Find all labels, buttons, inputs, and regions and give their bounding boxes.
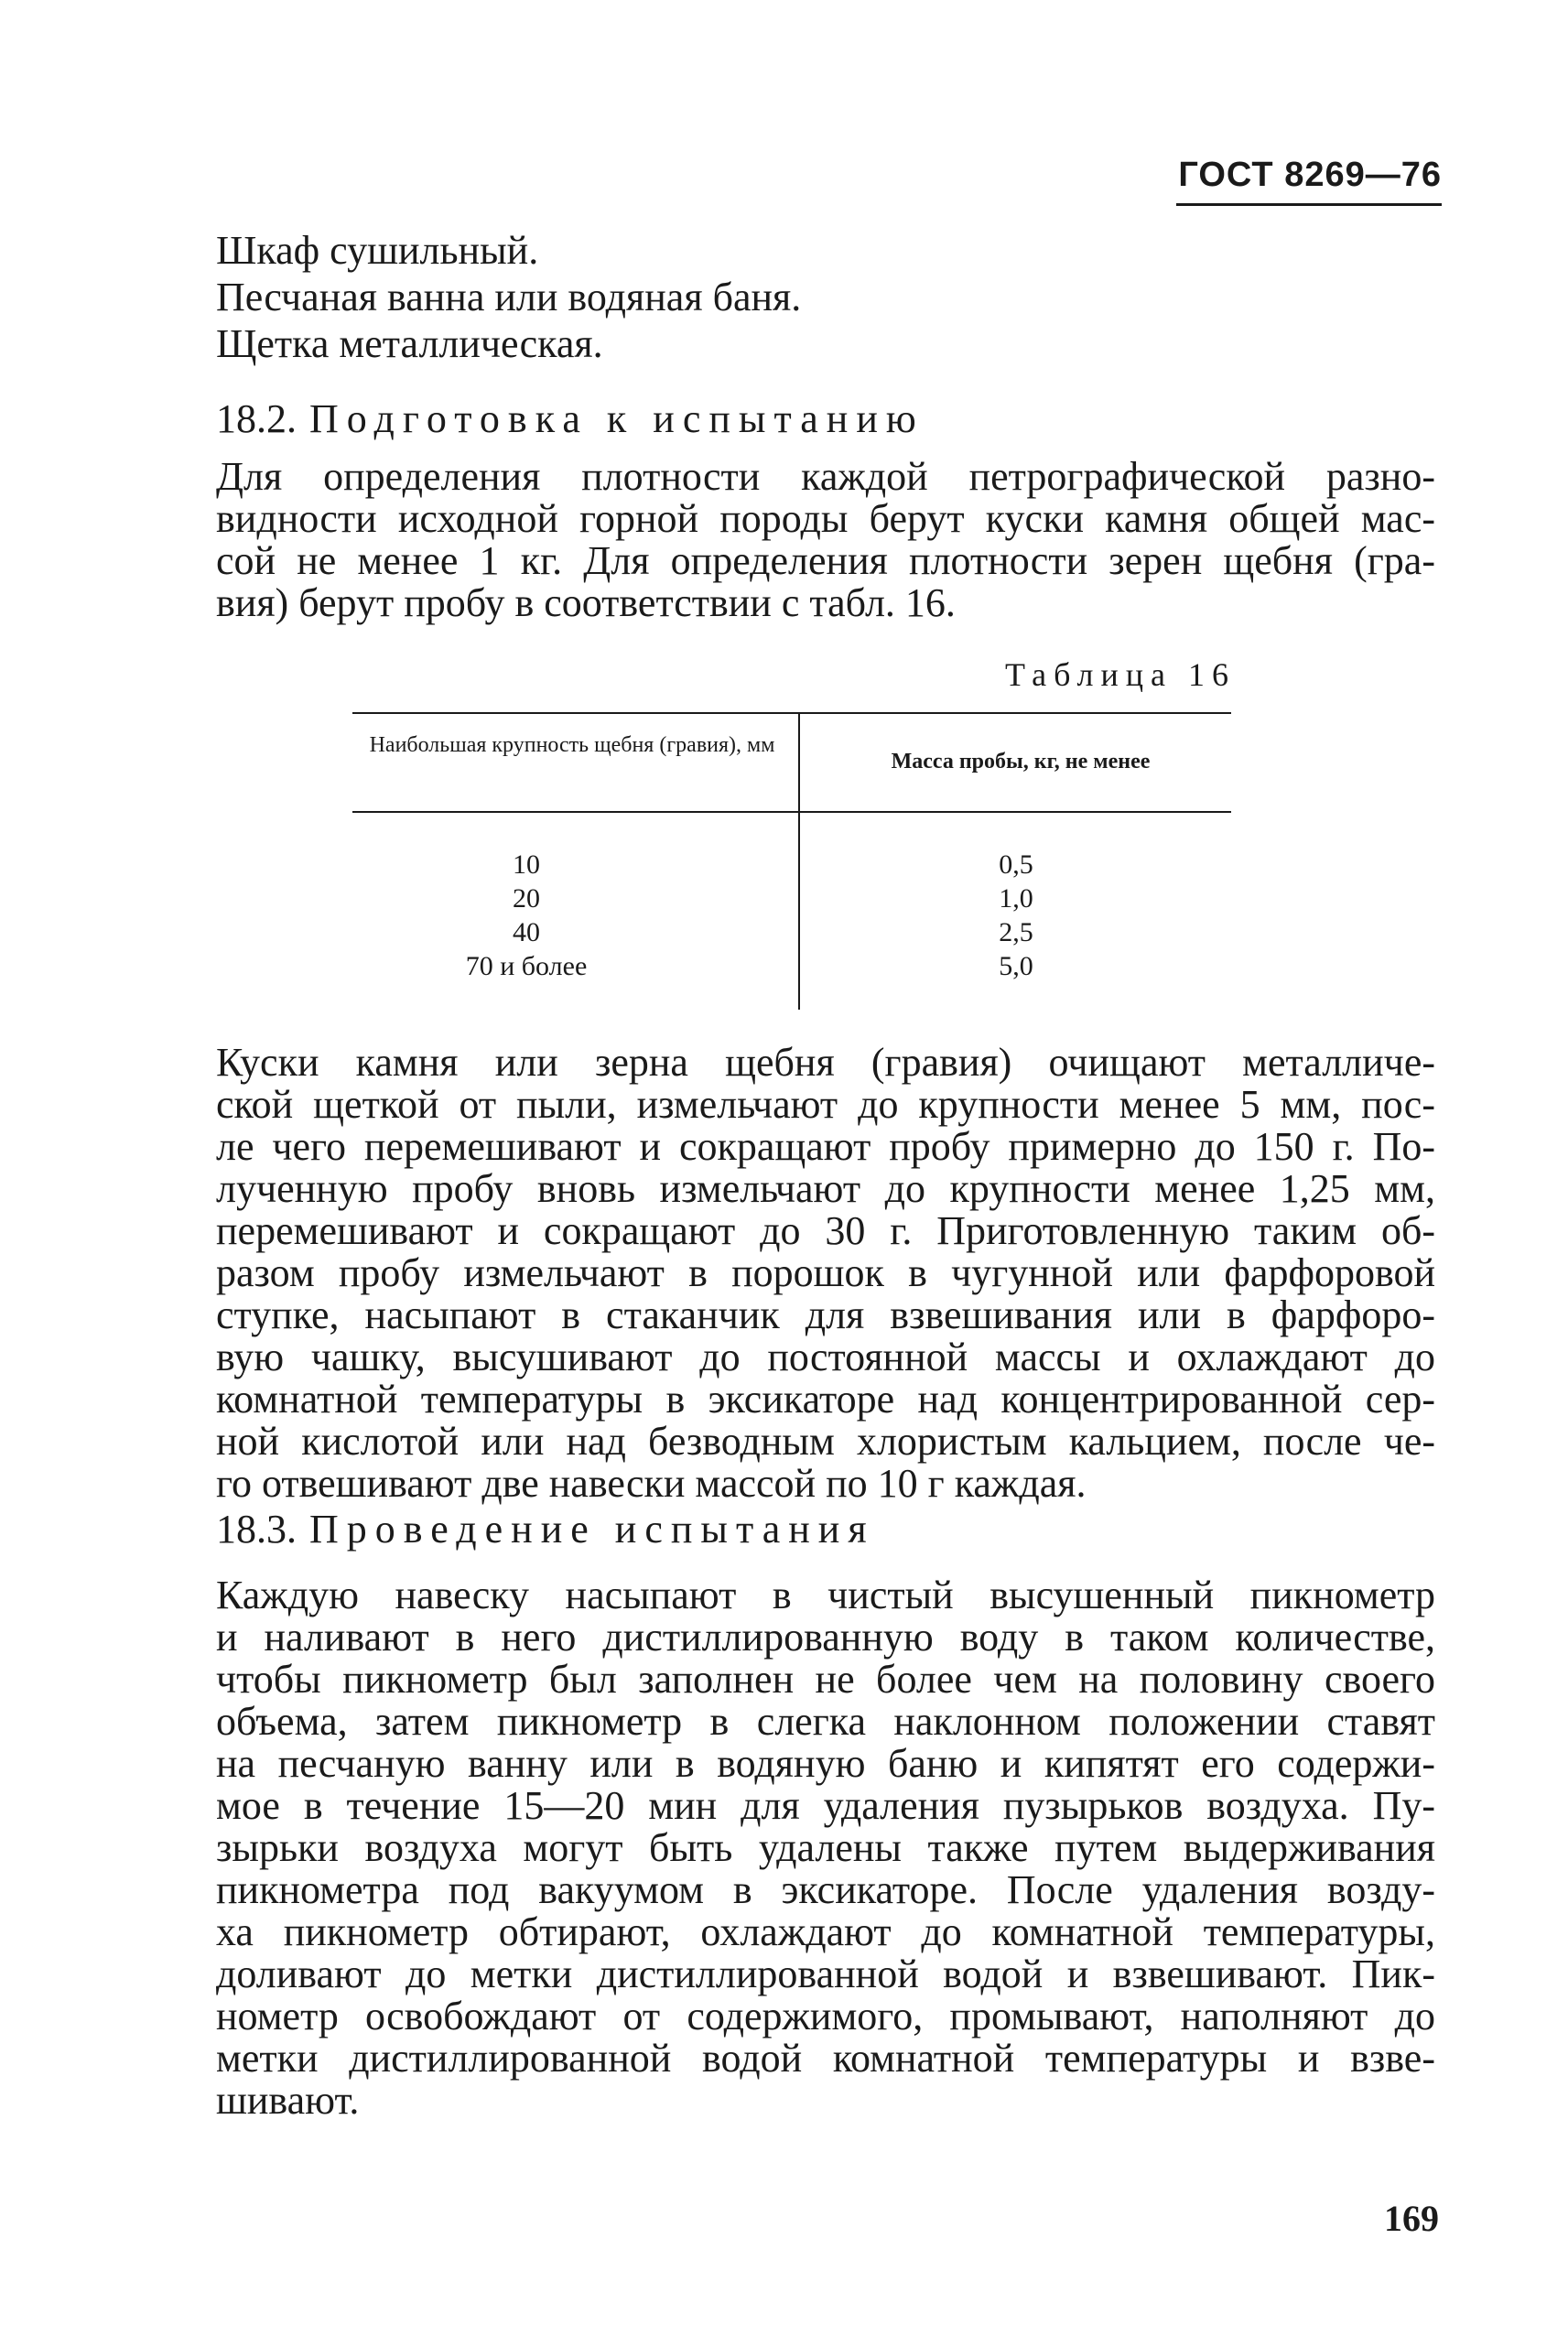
text-line: вия) берут пробу в соответствии с табл. 16. [216,580,956,625]
text-line: разом пробу измельчают в порошок в чугунной или фарфоровой [216,1250,1435,1295]
text-line: ха пикнометр обтирают, охлаждают до комнатной температуры, [216,1909,1435,1954]
table-top-rule [352,712,1231,714]
section-18-2-paragraph [216,456,1435,624]
text-line: ской щеткой от пыли, измельчают до крупности менее 5 мм, пос- [216,1082,1435,1127]
text-line: видности исходной горной породы берут куски камня общей мас- [216,496,1435,541]
text-line: зырьки воздуха могут быть удалены также путем выдерживания [216,1825,1435,1870]
section-18-3-heading [216,1506,875,1552]
section-title: Проведение испытания [309,1507,875,1552]
table-cell-size: 20 [513,883,540,914]
table-column-divider [798,712,800,1010]
table-header-mass: Масса пробы, кг, не менее [891,750,1151,773]
table-header-rule [352,811,1231,813]
text-line: Каждую навеску насыпают в чистый высушенный пикнометр [216,1573,1435,1617]
document-code-header: ГОСТ 8269—76 [1178,156,1442,194]
text-line [216,456,1435,498]
equipment-item: Шкаф сушильный. [216,228,539,273]
text-line: нометр освобождают от содержимого, промывают, наполняют до [216,1994,1435,2038]
header-underline [1176,203,1442,206]
text-line: ле чего перемешивают и сокращают пробу примерно до 150 г. По- [216,1124,1435,1169]
equipment-item: Песчаная ванна или водяная баня. [216,275,802,319]
text-line: шивают. [216,2078,360,2123]
text-line: чтобы пикнометр был заполнен не более чем на половину своего [216,1657,1435,1702]
text-line: пикнометра под вакуумом в эксикаторе. После удаления возду- [216,1867,1435,1912]
text-line: комнатной температуры в эксикаторе над концентрированной сер- [216,1377,1435,1422]
table-caption: Таблица 16 [1005,656,1236,693]
text-line: объема, затем пикнометр в слегка наклонном положении ставят [216,1699,1435,1744]
table-header-size: Наибольшая крупность щебня (гравия), мм [369,733,775,757]
equipment-item: Щетка металлическая. [216,321,603,366]
section-18-2-heading [216,395,925,442]
text-line: ступке, насыпают в стаканчик для взвешивания или в фарфоро- [216,1292,1435,1337]
text-line: доливают до метки дистиллированной водой и взвешивают. Пик- [216,1952,1435,1996]
table-cell-mass: 2,5 [999,917,1033,947]
sample-preparation-paragraph [216,1042,1435,1505]
table-cell-mass: 0,5 [999,849,1033,880]
text-line: перемешивают и сокращают до 30 г. Приготовленную таким об- [216,1208,1435,1253]
section-number: 18.3. [216,1507,297,1552]
table-cell-size: 10 [513,849,540,880]
table-cell-size: 70 и более [465,951,588,981]
text-line: на песчаную ванну или в водяную баню и кипятят его содержи- [216,1741,1435,1786]
section-number: 18.2. [216,396,297,441]
section-title: Подготовка к испытанию [309,396,925,441]
table-cell-mass: 1,0 [999,883,1033,914]
text-line-content: Для определения плотности каждой петрографической разно- [216,454,1435,499]
table-cell-mass: 5,0 [999,951,1033,981]
text-line: метки дистиллированной водой комнатной температуры и взве- [216,2036,1435,2081]
table-cell-size: 40 [513,917,540,947]
equipment-list [216,227,1433,367]
section-18-3-paragraph [216,1574,1435,2122]
text-line: ной кислотой или над безводным хлористым кальцием, после че- [216,1419,1435,1464]
text-line: и наливают в него дистиллированную воду в таком количестве, [216,1615,1435,1660]
text-line: Куски камня или зерна щебня (гравия) очищают металличе- [216,1040,1435,1085]
text-line: сой не менее 1 кг. Для определения плотности зерен щебня (гра- [216,538,1435,583]
page-number: 169 [1384,2198,1439,2239]
text-line: го отвешивают две навески массой по 10 г каждая. [216,1461,1087,1506]
text-line: лученную пробу вновь измельчают до крупности менее 1,25 мм, [216,1166,1435,1211]
text-line: мое в течение 15—20 мин для удаления пузырьков воздуха. Пу- [216,1783,1435,1828]
text-line: вую чашку, высушивают до постоянной массы и охлаждают до [216,1335,1435,1379]
